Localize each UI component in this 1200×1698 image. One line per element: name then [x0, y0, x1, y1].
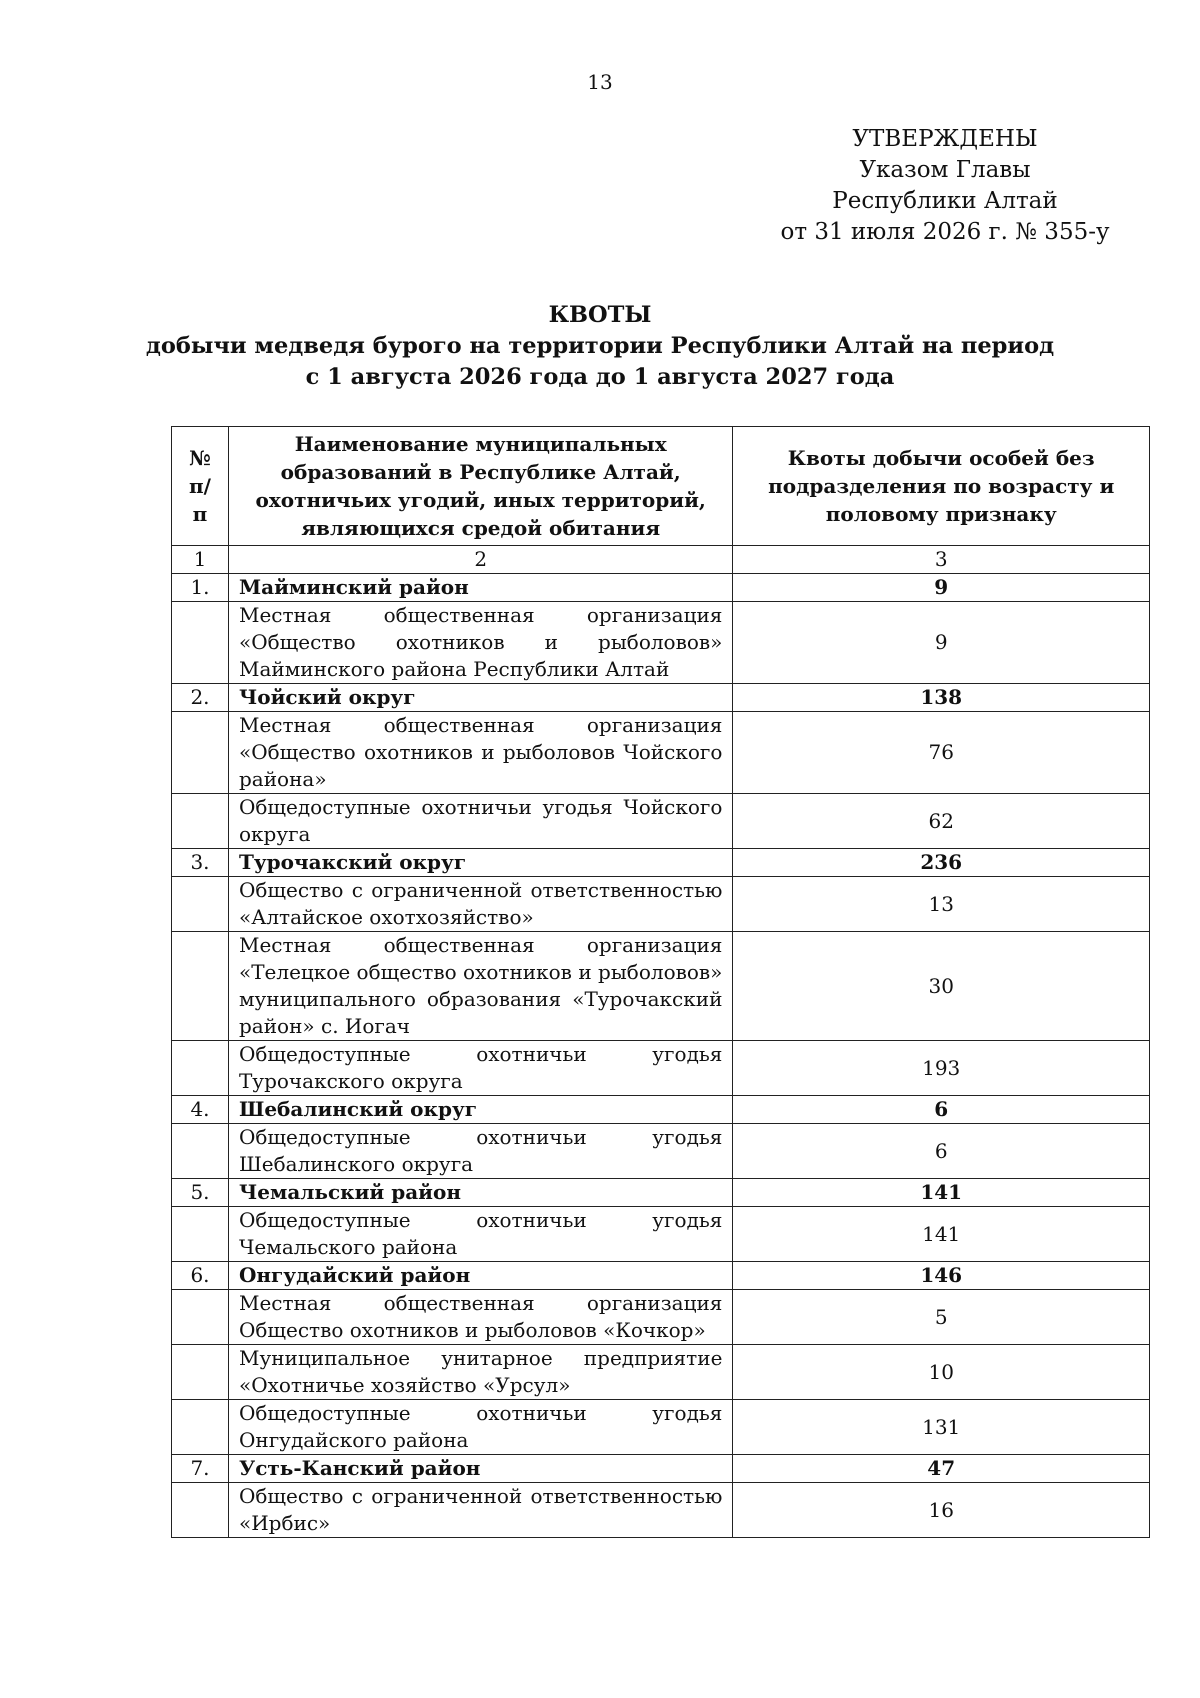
row-quota: 47 [733, 1455, 1150, 1483]
row-name: Усть-Канский район [228, 1455, 732, 1483]
row-quota: 6 [733, 1124, 1150, 1179]
row-quota: 9 [733, 574, 1150, 602]
row-name: Общедоступные охотничьи угодья Шебалинского округа [228, 1124, 732, 1179]
table-row [172, 1400, 1150, 1455]
row-number [172, 877, 229, 932]
row-number [172, 1124, 229, 1179]
row-quota: 30 [733, 932, 1150, 1041]
column-index-row [172, 546, 1150, 574]
row-quota: 141 [733, 1207, 1150, 1262]
row-name: Шебалинский округ [228, 1096, 732, 1124]
approval-line-2: Указом Главы [859, 157, 1031, 183]
row-number: 6. [172, 1262, 229, 1290]
row-name: Муниципальное унитарное предприятие «Охотничье хозяйство «Урсул» [228, 1345, 732, 1400]
column-index-2: 2 [228, 546, 732, 574]
table-row [172, 1041, 1150, 1096]
row-number [172, 1400, 229, 1455]
row-name: Турочакский округ [228, 849, 732, 877]
region-row [172, 1096, 1150, 1124]
row-quota: 10 [733, 1345, 1150, 1400]
row-name: Чойский округ [228, 684, 732, 712]
row-quota: 76 [733, 712, 1150, 794]
region-row [172, 1455, 1150, 1483]
row-name: Майминский район [228, 574, 732, 602]
row-number [172, 794, 229, 849]
table-row [172, 877, 1150, 932]
row-number: 4. [172, 1096, 229, 1124]
column-index-3: 3 [733, 546, 1150, 574]
row-number [172, 1041, 229, 1096]
row-name: Общедоступные охотничьи угодья Турочакского округа [228, 1041, 732, 1096]
column-index-1: 1 [172, 546, 229, 574]
row-name: Местная общественная организация «Общество охотников и рыболовов» Майминского района Республики Алтай [228, 602, 732, 684]
row-quota: 9 [733, 602, 1150, 684]
table-row [172, 794, 1150, 849]
row-quota: 62 [733, 794, 1150, 849]
row-number [172, 1483, 229, 1538]
row-name: Общество с ограниченной ответственностью «Алтайское охотхозяйство» [228, 877, 732, 932]
table-row [172, 712, 1150, 794]
page-number: 13 [587, 70, 613, 94]
row-name: Чемальский район [228, 1179, 732, 1207]
row-number [172, 602, 229, 684]
row-quota: 141 [733, 1179, 1150, 1207]
region-row [172, 1179, 1150, 1207]
row-quota: 146 [733, 1262, 1150, 1290]
row-number [172, 1207, 229, 1262]
approval-line-1: УТВЕРЖДЕНЫ [852, 126, 1038, 152]
table-row [172, 1345, 1150, 1400]
table-header-row [172, 427, 1150, 546]
row-quota: 16 [733, 1483, 1150, 1538]
title-line-3: с 1 августа 2026 года до 1 августа 2027 года [305, 364, 895, 390]
row-number [172, 712, 229, 794]
table-row [172, 1124, 1150, 1179]
row-quota: 236 [733, 849, 1150, 877]
header-num: № п/п [172, 427, 229, 546]
row-name: Общество с ограниченной ответственностью «Ирбис» [228, 1483, 732, 1538]
row-quota: 193 [733, 1041, 1150, 1096]
row-name: Местная общественная организация «Телецкое общество охотников и рыболовов» муниципального образования «Турочакский район» с. Иогач [228, 932, 732, 1041]
title-line-2: добычи медведя бурого на территории Республики Алтай на период [145, 333, 1055, 359]
table-row [172, 1290, 1150, 1345]
region-row [172, 574, 1150, 602]
approval-line-3: Республики Алтай [832, 188, 1058, 214]
approval-line-4: от 31 июля 2026 г. № 355-у [780, 219, 1110, 245]
row-name: Онгудайский район [228, 1262, 732, 1290]
header-quota: Квоты добычи особей без подразделения по возрасту и половому признаку [733, 427, 1150, 546]
title-line-1: КВОТЫ [548, 302, 652, 328]
quota-table [171, 426, 1150, 1538]
table-row [172, 1207, 1150, 1262]
table-row [172, 1483, 1150, 1538]
table-row [172, 602, 1150, 684]
row-quota: 6 [733, 1096, 1150, 1124]
region-row [172, 849, 1150, 877]
row-name: Местная общественная организация Общество охотников и рыболовов «Кочкор» [228, 1290, 732, 1345]
row-quota: 131 [733, 1400, 1150, 1455]
region-row [172, 684, 1150, 712]
row-name: Общедоступные охотничьи угодья Онгудайского района [228, 1400, 732, 1455]
row-number: 1. [172, 574, 229, 602]
row-number: 3. [172, 849, 229, 877]
header-name: Наименование муниципальных образований в Республике Алтай, охотничьих угодий, иных территорий, являющихся средой обитания [228, 427, 732, 546]
row-number: 7. [172, 1455, 229, 1483]
row-number [172, 1345, 229, 1400]
row-number [172, 1290, 229, 1345]
row-name: Общедоступные охотничьи угодья Чемальского района [228, 1207, 732, 1262]
row-number [172, 932, 229, 1041]
table-row [172, 932, 1150, 1041]
row-number: 2. [172, 684, 229, 712]
document-title [0, 300, 1200, 393]
region-row [172, 1262, 1150, 1290]
row-name: Общедоступные охотничьи угодья Чойского округа [228, 794, 732, 849]
row-number: 5. [172, 1179, 229, 1207]
row-quota: 5 [733, 1290, 1150, 1345]
row-quota: 138 [733, 684, 1150, 712]
row-name: Местная общественная организация «Общество охотников и рыболовов Чойского района» [228, 712, 732, 794]
row-quota: 13 [733, 877, 1150, 932]
approval-stamp [780, 124, 1110, 248]
